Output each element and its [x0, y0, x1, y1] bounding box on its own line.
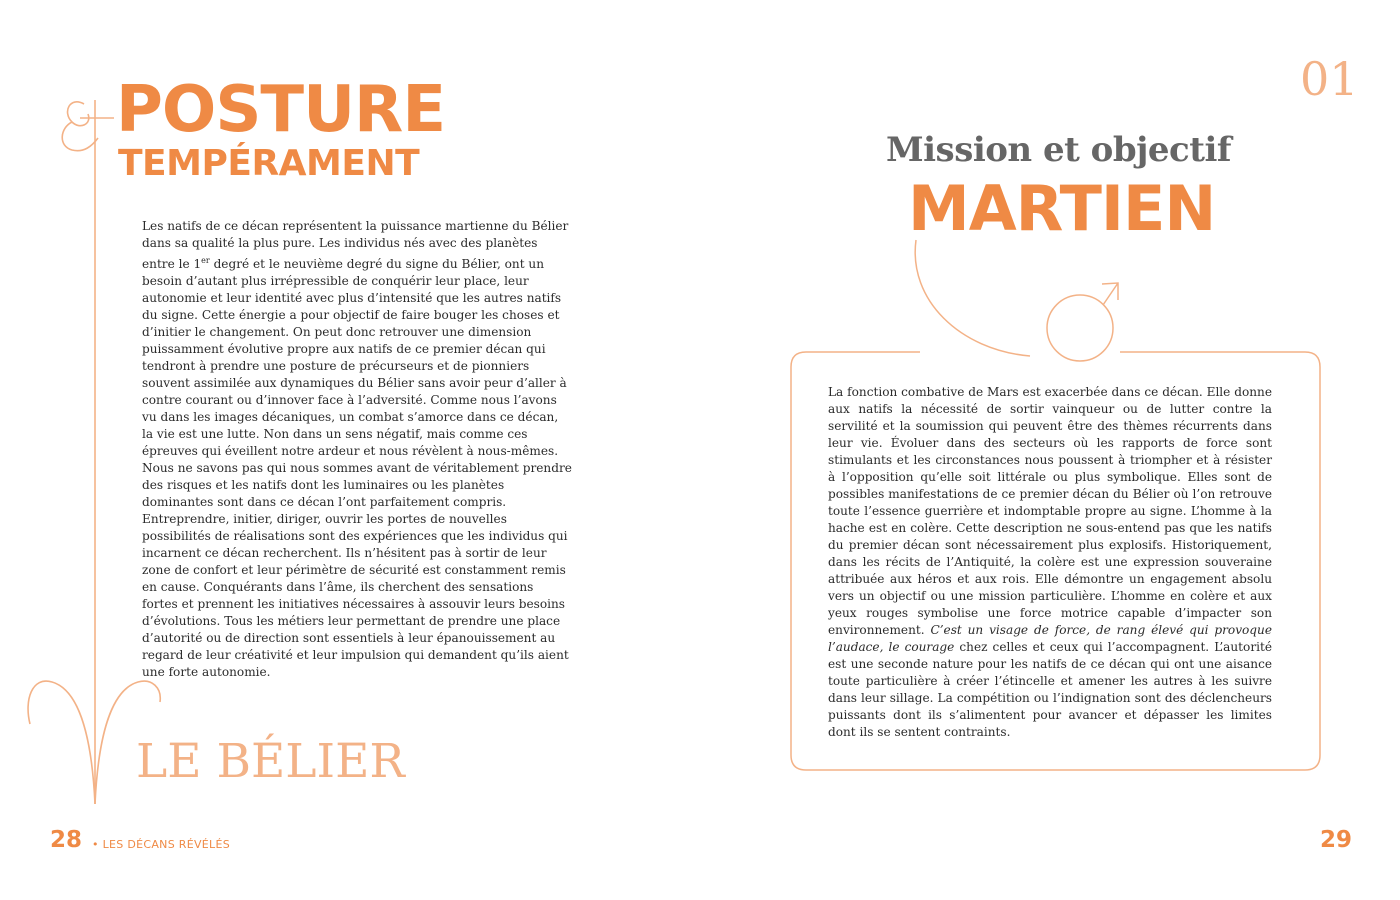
body-text-left-part2: degré et le neuvième degré du signe du Bélier, ont un besoin d’autant plus irrépressible de conquérir leur place, leur autonomie et leur identité avec plus d’intensité que les autres natifs du signe. Cette énergie a pour objectif de faire bouger les choses et d’initier le changement. On peut donc retrouver une dimension puissamment évolutive propre aux natifs de ce premier décan qui tendront à prendre une posture de précurseurs et de pionniers souvent assimilée aux dynamiques du Bélier sans avoir peur d’aller à contre courant ou d’innover face à l’adversité. Comme nous l’avons vu dans les images décaniques, un combat s’amorce dans ce décan, la vie est une lutte. Non dans un sens négatif, mais comme ces épreuves qui éveillent notre ardeur et nous révèlent à nous-mêmes. Nous ne savons pas qui nous sommes avant de véritablement prendre des risques et les natifs dont les luminaires ou les planètes dominantes sont dans ce décan l’ont parfaitement compris. Entreprendre, initier, diriger, ouvrir les portes de nouvelles possibilités de réalisations sont des expériences que les individus qui incarnent ce décan recherchent. Ils n’hésitent pas à sortir de leur zone de confort et leur périmètre de sécurité est constamment remis en cause. Conquérants dans l’âme, ils cherchent des sensations fortes et prennent les initiatives nécessaires à assouvir leurs besoins d’évolutions. Tous les métiers leur permettant de prendre une place d’autorité ou de direction sont essentiels à leur épanouissement au regard de leur créativité et leur impulsion qui demandent qu’ils aient une forte autonomie. [142, 257, 572, 680]
section-title-pre: Mission et objectif [886, 130, 1231, 170]
page-title: POSTURE [116, 73, 446, 147]
page-number-right: 29 [1320, 827, 1353, 853]
body-text-right [828, 384, 1272, 741]
body-text-right-italic: C’est un visage de force, de rang élevé qui provoque l’audace, le courage [828, 623, 1272, 654]
body-text-right-part2: chez celles et ceux qui l’accompagnent. L’autorité est une seconde nature pour les natifs de ce décan qui ont une aisance toute particulière à créer l’étincelle et amener les autres à les suivre dans leur sillage. La compétition ou l’indignation sont des déclencheurs puissants dont ils s’alimentent pour avancer et dépasser les limites dont ils se sentent contraints. [828, 640, 1272, 739]
body-text-right-part1: La fonction combative de Mars est exacerbée dans ce décan. Elle donne aux natifs la nécessité de sortir vainqueur ou de lutter contre la servilité et la soumission qui peuvent être des thèmes récurrents dans leur vie. Évoluer dans des secteurs où les rapports de force sont stimulants et les circonstances nous poussent à triompher et à résister à l’opposition qu’elle soit littérale ou plus symbolique. Elles sont de possibles manifestations de ce premier décan du Bélier où l’on retrouve toute l’essence guerrière et indomptable propre au signe. L’homme à la hache est en colère. Cette description ne sous-entend pas que les natifs du premier décan sont nécessairement plus explosifs. Historiquement, dans les récits de l’Antiquité, la colère est une expression souveraine attribuée aux héros et aux rois. Elle démontre un engagement absolu vers un objectif ou une mission particulière. L’homme en colère et aux yeux rouges symbolise une force motrice capable d’impacter son environnement. [828, 385, 1272, 637]
chapter-number: 01 [1300, 52, 1359, 106]
section-title-main: MARTIEN [908, 172, 1216, 245]
running-head: • LES DÉCANS RÉVÉLÉS [92, 838, 231, 851]
sign-name: LE BÉLIER [136, 734, 405, 789]
page-number-left: 28 [50, 827, 83, 853]
ordinal-superscript: er [201, 256, 210, 265]
body-text-left-part1: Les natifs de ce décan représentent la puissance martienne du Bélier dans sa qualité la plus pure. Les individus nés avec des planètes entre le 1 [142, 219, 569, 272]
page-subtitle: TEMPÉRAMENT [118, 143, 420, 184]
body-text-left [142, 218, 572, 681]
